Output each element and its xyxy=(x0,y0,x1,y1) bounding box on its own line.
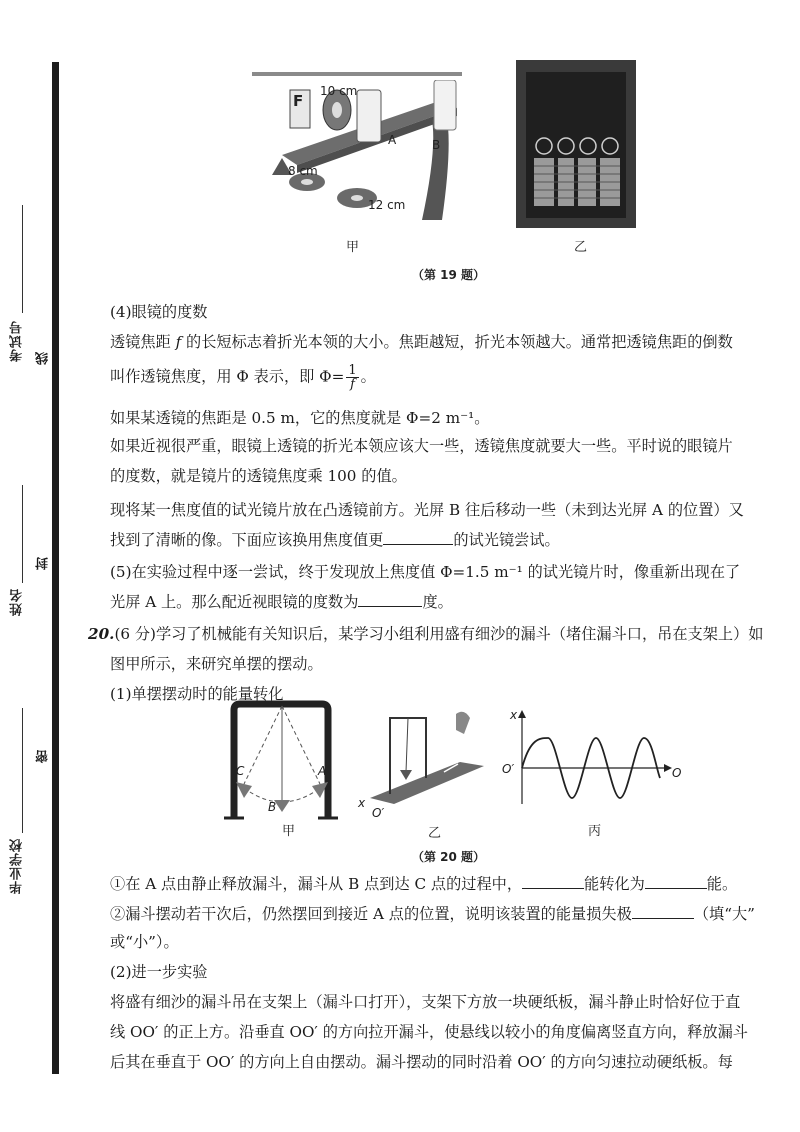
q20-line1: 20.(6 分)学习了机械能有关知识后，某学习小组利用盛有细沙的漏斗（堵住漏斗口，吊在支架上）如 xyxy=(88,625,764,643)
exam-number-field[interactable] xyxy=(22,205,23,313)
school-field[interactable] xyxy=(22,708,23,833)
formula-fraction: $\frac{1}{f}$ xyxy=(348,363,357,392)
funnel-b xyxy=(274,800,290,812)
label-o-prime-board: O′ xyxy=(372,806,385,820)
label-x-board: x xyxy=(358,796,366,810)
q20-line2: 图甲所示，来研究单摆的摆动。 xyxy=(110,655,323,673)
label-8cm: 8 cm xyxy=(288,164,318,178)
q19-line2: 叫作透镜焦度，用 Φ 表示，即 Φ= $\frac{1}{f}$ 。 xyxy=(110,363,376,392)
fig19-caption: （第 19 题） xyxy=(412,268,486,282)
fig20-sub-a: 甲 xyxy=(282,824,296,839)
sand-trace-graph xyxy=(500,708,686,808)
fig20-caption: （第 20 题） xyxy=(412,850,486,864)
q20-item1: ①在 A 点由静止释放漏斗，漏斗从 B 点到达 C 点的过程中， 能转化为 能。 xyxy=(110,875,738,893)
name-field[interactable] xyxy=(22,485,23,583)
q20-item2-cont: 或“小”）。 xyxy=(110,933,179,951)
binding-margin-rule xyxy=(52,62,59,1074)
q19-line6: 现将某一焦度值的试光镜片放在凸透镜前方。光屏 B 往后移动一些（未到达光屏 A 的位置）又 xyxy=(110,501,744,519)
q20-para3: 后其在垂直于 OO′ 的方向上自由摆动。漏斗摆动的同时沿着 OO′ 的方向匀速拉动硬纸板。每 xyxy=(110,1053,733,1071)
secret-marker: 密 xyxy=(36,750,51,763)
q19-line8: (5)在实验过程中逐一尝试，终于发现放上焦度值 Φ=1.5 m⁻¹ 的试光镜片时，像重新出现在了 xyxy=(110,563,741,581)
exam-number-label: 考试号 xyxy=(10,320,25,362)
fig19-sub-a: 甲 xyxy=(346,240,360,255)
string-a xyxy=(282,706,320,784)
hand xyxy=(456,712,470,734)
board-pull-figure xyxy=(360,706,490,818)
label-o-prime: O′ xyxy=(502,762,515,776)
cut-line-marker: 线 xyxy=(36,352,51,365)
q19-line7: 找到了清晰的像。下面应该换用焦度值更 的试光镜尝试。 xyxy=(110,531,560,549)
string-c xyxy=(244,706,282,784)
pendulum-figure xyxy=(222,700,352,822)
answer-blank-glasses-degree[interactable] xyxy=(358,592,422,607)
label-12cm: 12 cm xyxy=(368,198,406,212)
q19-line5: 的度数，就是镜片的透镜焦度乘 100 的值。 xyxy=(110,467,407,485)
screen-a xyxy=(357,90,381,142)
lens-set-figure xyxy=(526,130,626,216)
ceiling-bar xyxy=(252,72,462,76)
bench-leg-right xyxy=(422,118,449,220)
answer-blank-focal-power[interactable] xyxy=(383,530,453,545)
funnel-c xyxy=(236,782,252,798)
q20-para2: 线 OO′ 的正上方。沿垂直 OO′ 的方向拉开漏斗，使悬线以较小的角度偏离竖直方向，释放漏斗 xyxy=(110,1023,748,1041)
question-number: 20. xyxy=(88,625,115,643)
q20-sub2: (2)进一步实验 xyxy=(110,963,208,981)
funnel-string xyxy=(406,718,408,772)
label-o: O xyxy=(672,766,682,780)
q20-sub1: (1)单摆摆动时的能量转化 xyxy=(110,685,284,703)
label-c: C xyxy=(236,764,245,778)
name-label: 姓名 xyxy=(10,588,25,616)
label-f: F xyxy=(293,92,304,110)
funnel xyxy=(400,770,412,780)
school-label: 毕业学校 xyxy=(10,838,25,894)
q19-line4: 如果近视很严重，眼镜上透镜的折光本领应该大一些，透镜焦度就要大一些。平时说的眼镜片 xyxy=(110,437,733,455)
q19-line9: 光屏 A 上。那么配近视眼镜的度数为 度。 xyxy=(110,593,453,611)
label-a: A xyxy=(318,764,327,778)
fig19-sub-b: 乙 xyxy=(574,240,588,255)
q20-para1: 将盛有细沙的漏斗吊在支架上（漏斗口打开），支架下方放一块硬纸板，漏斗静止时恰好位于直 xyxy=(110,993,741,1011)
seal-marker: 封 xyxy=(36,557,51,570)
lens-center xyxy=(332,102,342,118)
q19-heading: (4)眼镜的度数 xyxy=(110,303,208,321)
q19-line3: 如果某透镜的焦距是 0.5 m，它的焦度就是 Φ=2 m⁻¹。 xyxy=(110,409,490,427)
q20-item2: ②漏斗摆动若干次后，仍然摆回到接近 A 点的位置，说明该装置的能量损失极 （填“大” xyxy=(110,905,755,923)
label-10cm: 10 cm xyxy=(320,84,358,98)
label-b: B xyxy=(268,800,277,814)
answer-blank-energy-loss[interactable] xyxy=(632,904,694,919)
answer-blank-energy-from[interactable] xyxy=(522,874,584,889)
answer-blank-energy-to[interactable] xyxy=(645,874,707,889)
screen-b xyxy=(434,80,456,130)
fig20-sub-c: 丙 xyxy=(588,824,602,839)
label-screen-b: B xyxy=(432,138,441,152)
q19-line1: 透镜焦距 f 的长短标志着折光本领的大小。焦距越短，折光本领越大。通常把透镜焦距的倒数 xyxy=(110,333,733,351)
label-x-axis: x xyxy=(510,708,518,722)
fig20-sub-b: 乙 xyxy=(428,826,442,841)
label-screen-a: A xyxy=(388,133,397,147)
